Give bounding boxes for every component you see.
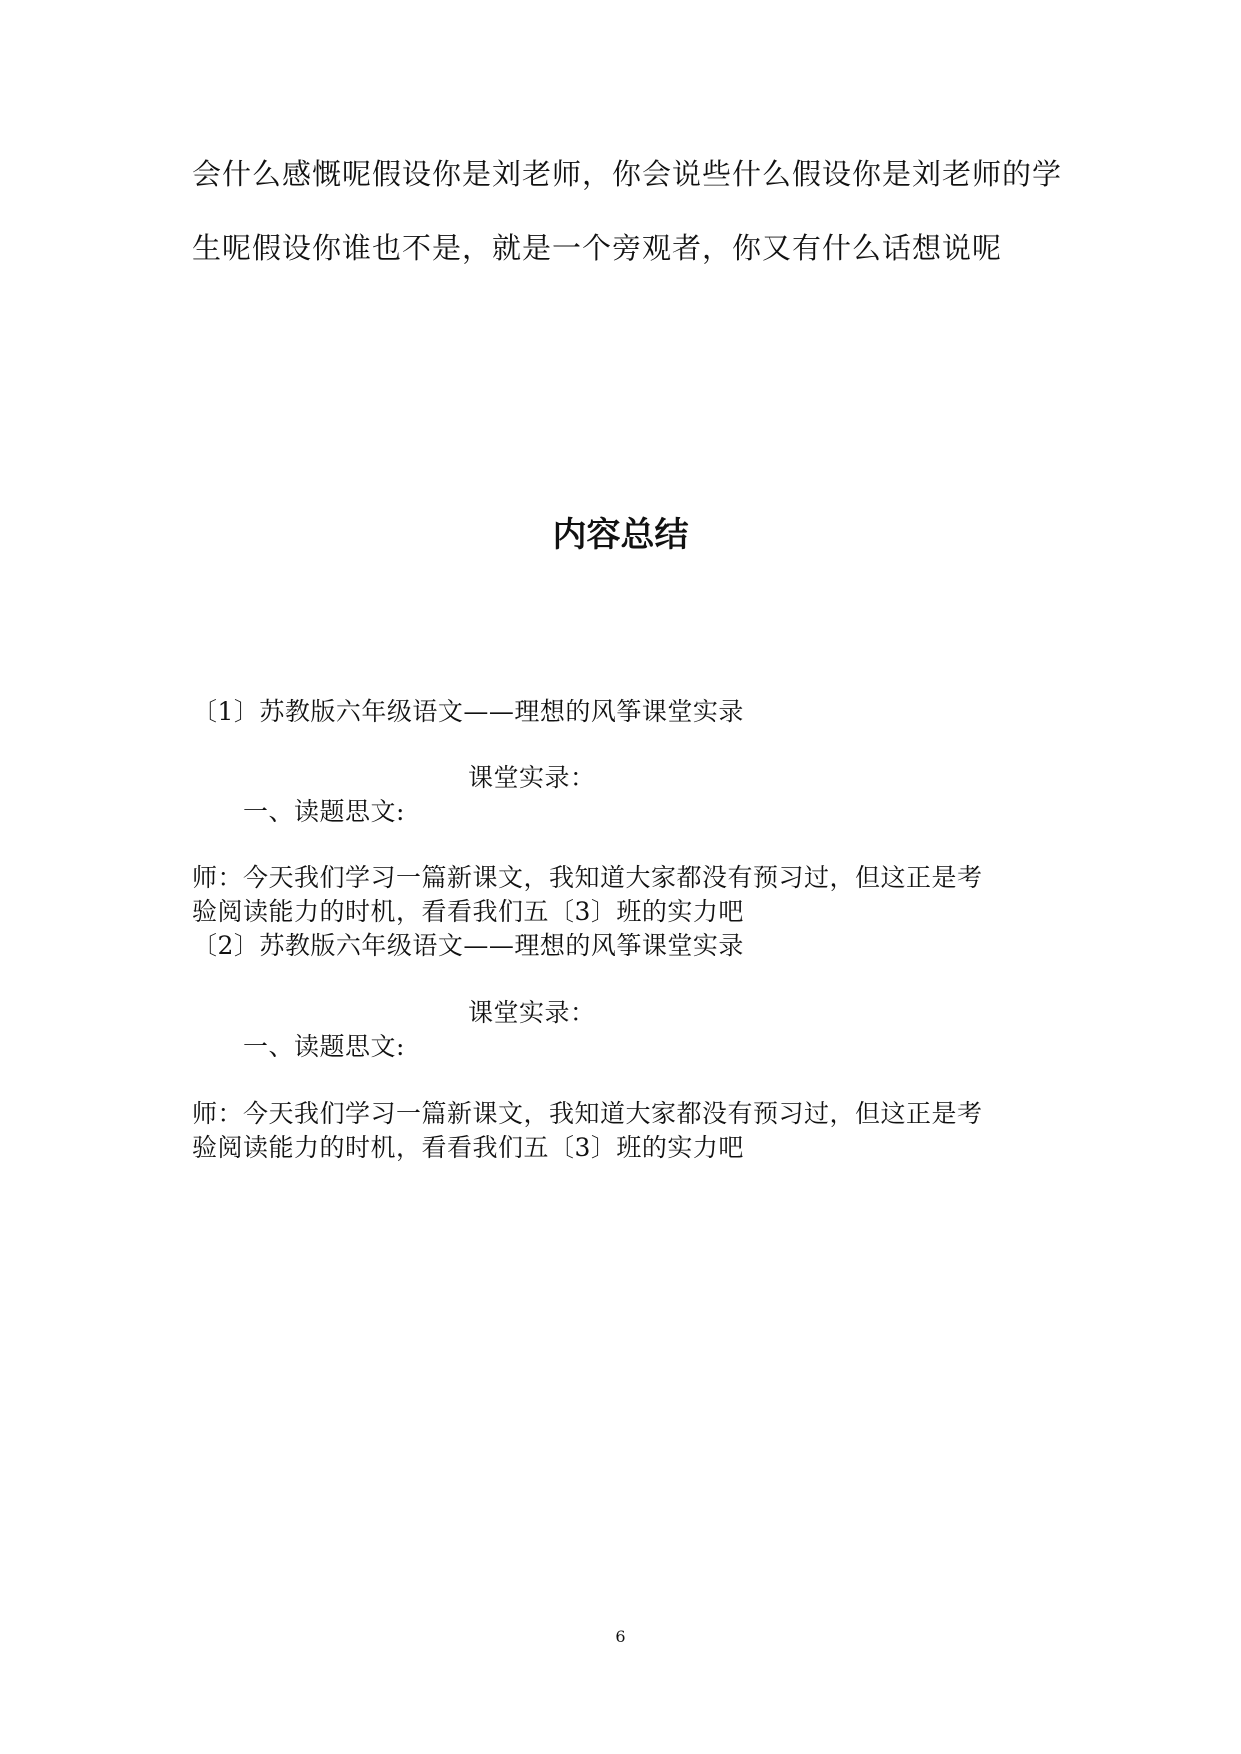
- entry-2-body-line-1: 师：今天我们学习一篇新课文，我知道大家都没有预习过，但这正是考: [192, 1099, 983, 1128]
- entry-2-heading: 〔2〕苏教版六年级语文——理想的风筝课堂实录: [192, 931, 744, 960]
- intro-line-2: 生呢假设你谁也不是，就是一个旁观者，你又有什么话想说呢: [192, 231, 1003, 265]
- entry-1-body-line-1: 师：今天我们学习一篇新课文，我知道大家都没有预习过，但这正是考: [192, 863, 983, 892]
- entry-1-subheading: 课堂实录：: [468, 763, 596, 792]
- entry-1-body-line-2: 验阅读能力的时机，看看我们五〔3〕班的实力吧: [192, 897, 744, 926]
- intro-line-1: 会什么感慨呢假设你是刘老师，你会说些什么假设你是刘老师的学: [192, 157, 1063, 191]
- page-number: 6: [615, 1627, 626, 1646]
- entry-2-body-line-2: 验阅读能力的时机，看看我们五〔3〕班的实力吧: [192, 1133, 744, 1162]
- summary-title: 内容总结: [552, 515, 689, 555]
- entry-2-subheading: 课堂实录：: [468, 998, 596, 1027]
- entry-1-heading: 〔1〕苏教版六年级语文——理想的风筝课堂实录: [192, 697, 744, 726]
- entry-1-section: 一、读题思文:: [243, 797, 405, 826]
- entry-2-section: 一、读题思文:: [243, 1032, 405, 1061]
